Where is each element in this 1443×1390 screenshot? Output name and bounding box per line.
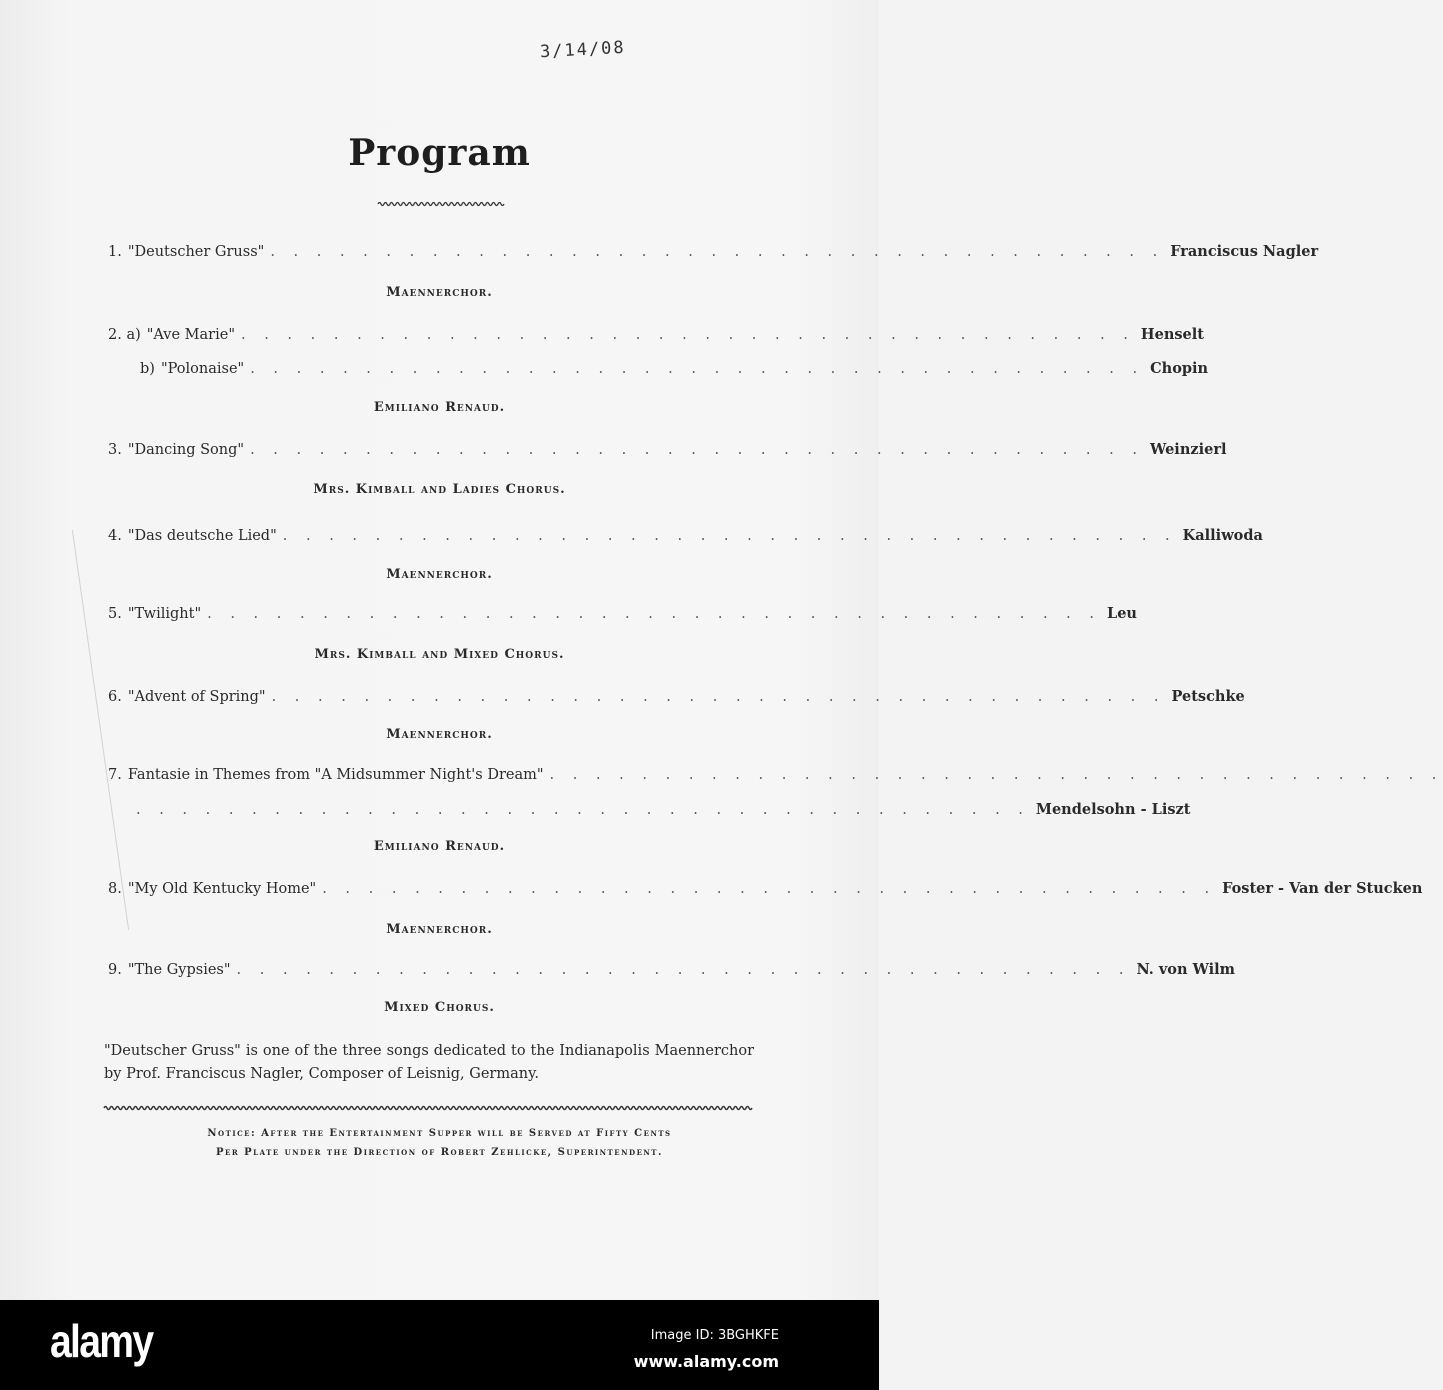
item-number: 1. — [108, 244, 122, 260]
item-number: 2. a) — [108, 327, 141, 343]
item-number: b) — [140, 361, 155, 377]
program-item-6 — [108, 688, 1245, 705]
item-composer: N. von Wilm — [1136, 961, 1235, 978]
item-number: 4. — [108, 528, 122, 544]
item-number: 5. — [108, 606, 122, 622]
item-piece: "Dancing Song" — [127, 442, 245, 458]
wavy-divider — [104, 1104, 752, 1112]
leader-dots: . . . . . . . . . . . . . . . . . . . . . . . . . . . . . . . . . . . . . . . — [236, 962, 1131, 978]
page-title: Program — [348, 132, 531, 174]
program-item-7 — [108, 767, 1443, 783]
leader-dots: . . . . . . . . . . . . . . . . . . . . . . . . . . . . . . . . . . . . . . . — [207, 606, 1102, 622]
item-performer: Maennerchor. — [386, 567, 493, 582]
program-item-1 — [108, 243, 1319, 260]
watermark-banner — [0, 1300, 879, 1390]
item-composer: Kalliwoda — [1182, 527, 1263, 544]
item-composer: Mendelsohn - Liszt — [1035, 801, 1191, 818]
item-piece: "Polonaise" — [160, 361, 245, 377]
leader-dots: . . . . . . . . . . . . . . . . . . . . . . . . . . . . . . . . . . . . . . . — [250, 361, 1145, 377]
item-piece: Fantasie in Themes from "A Midsummer Night's Dream" — [127, 767, 544, 783]
item-piece: "Das deutsche Lied" — [127, 528, 277, 544]
item-performer: Emiliano Renaud. — [373, 400, 506, 415]
item-number: 9. — [108, 962, 122, 978]
item-piece: "Twilight" — [127, 606, 202, 622]
item-performer: Maennerchor. — [386, 727, 493, 742]
handwritten-date: 3/14/08 — [539, 37, 627, 63]
leader-dots: . . . . . . . . . . . . . . . . . . . . . . . . . . . . . . . . . . . . . . . — [250, 442, 1144, 458]
item-piece: "Advent of Spring" — [127, 689, 266, 705]
program-item-9 — [108, 961, 1235, 978]
item-number: 7. — [108, 767, 122, 783]
leader-dots: . . . . . . . . . . . . . . . . . . . . . . . . . . . . . . . . . . . . . . . — [270, 244, 1165, 260]
program-item-3 — [108, 441, 1227, 458]
item-number: 6. — [108, 689, 122, 705]
site-url: www.alamy.com — [633, 1352, 779, 1371]
item-piece: "Deutscher Gruss" — [127, 244, 265, 260]
leader-dots: . . . . . . . . . . . . . . . . . . . . . . . . . . . . . . . . . . . . . . . — [241, 327, 1135, 343]
dedication-note: "Deutscher Gruss" is one of the three songs dedicated to the Indianapolis Maennerchor by Prof. Franciscus Nagler, Composer of Leisnig, Germany. — [104, 1043, 754, 1082]
item-number: 8. — [108, 881, 122, 897]
item-performer: Mixed Chorus. — [384, 1000, 495, 1015]
item-composer: Henselt — [1140, 326, 1204, 343]
leader-dots: . . . . . . . . . . . . . . . . . . . . . . . . . . . . . . . . . . . . . . . — [136, 802, 1030, 818]
leader-dots: . . . . . . . . . . . . . . . . . . . . . . . . . . . . . . . . . . . . . . . — [322, 881, 1217, 897]
notice-line-2: Per Plate under the Direction of Robert Zehlicke, Superintendent. — [216, 1147, 663, 1158]
program-item-5 — [108, 605, 1137, 622]
item-piece: "The Gypsies" — [127, 962, 231, 978]
alamy-logo: alamy — [50, 1315, 153, 1367]
leader-dots: . . . . . . . . . . . . . . . . . . . . . . . . . . . . . . . . . . . . . . . — [282, 528, 1177, 544]
item-composer: Leu — [1107, 605, 1137, 622]
item-performer: Emiliano Renaud. — [373, 839, 506, 854]
program-item-4 — [108, 527, 1263, 544]
item-composer: Foster - Van der Stucken — [1222, 880, 1423, 897]
title-underline — [378, 200, 504, 208]
item-performer: Mrs. Kimball and Mixed Chorus. — [314, 647, 565, 662]
item-composer: Weinzierl — [1149, 441, 1227, 458]
item-composer: Petschke — [1171, 688, 1245, 705]
leader-dots: . . . . . . . . . . . . . . . . . . . . . . . . . . . . . . . . . . . . . . . — [271, 689, 1166, 705]
leader-dots: . . . . . . . . . . . . . . . . . . . . . . . . . . . . . . . . . . . . . . . — [549, 767, 1443, 783]
item-composer: Chopin — [1150, 360, 1209, 377]
notice-line-1: Notice: After the Entertainment Supper will be Served at Fifty Cents — [207, 1128, 672, 1139]
program-item-8 — [108, 880, 1423, 897]
program-item-2a — [108, 326, 1204, 343]
item-piece: "Ave Marie" — [146, 327, 235, 343]
item-composer: Franciscus Nagler — [1170, 243, 1319, 260]
item-performer: Mrs. Kimball and Ladies Chorus. — [313, 482, 566, 497]
item-performer: Maennerchor. — [386, 285, 493, 300]
item-piece: "My Old Kentucky Home" — [127, 881, 317, 897]
item-number: 3. — [108, 442, 122, 458]
program-item-7-cont — [130, 801, 1191, 818]
item-performer: Maennerchor. — [386, 922, 493, 937]
program-item-2b — [140, 360, 1209, 377]
image-id: Image ID: 3BGHKFE — [650, 1328, 779, 1343]
